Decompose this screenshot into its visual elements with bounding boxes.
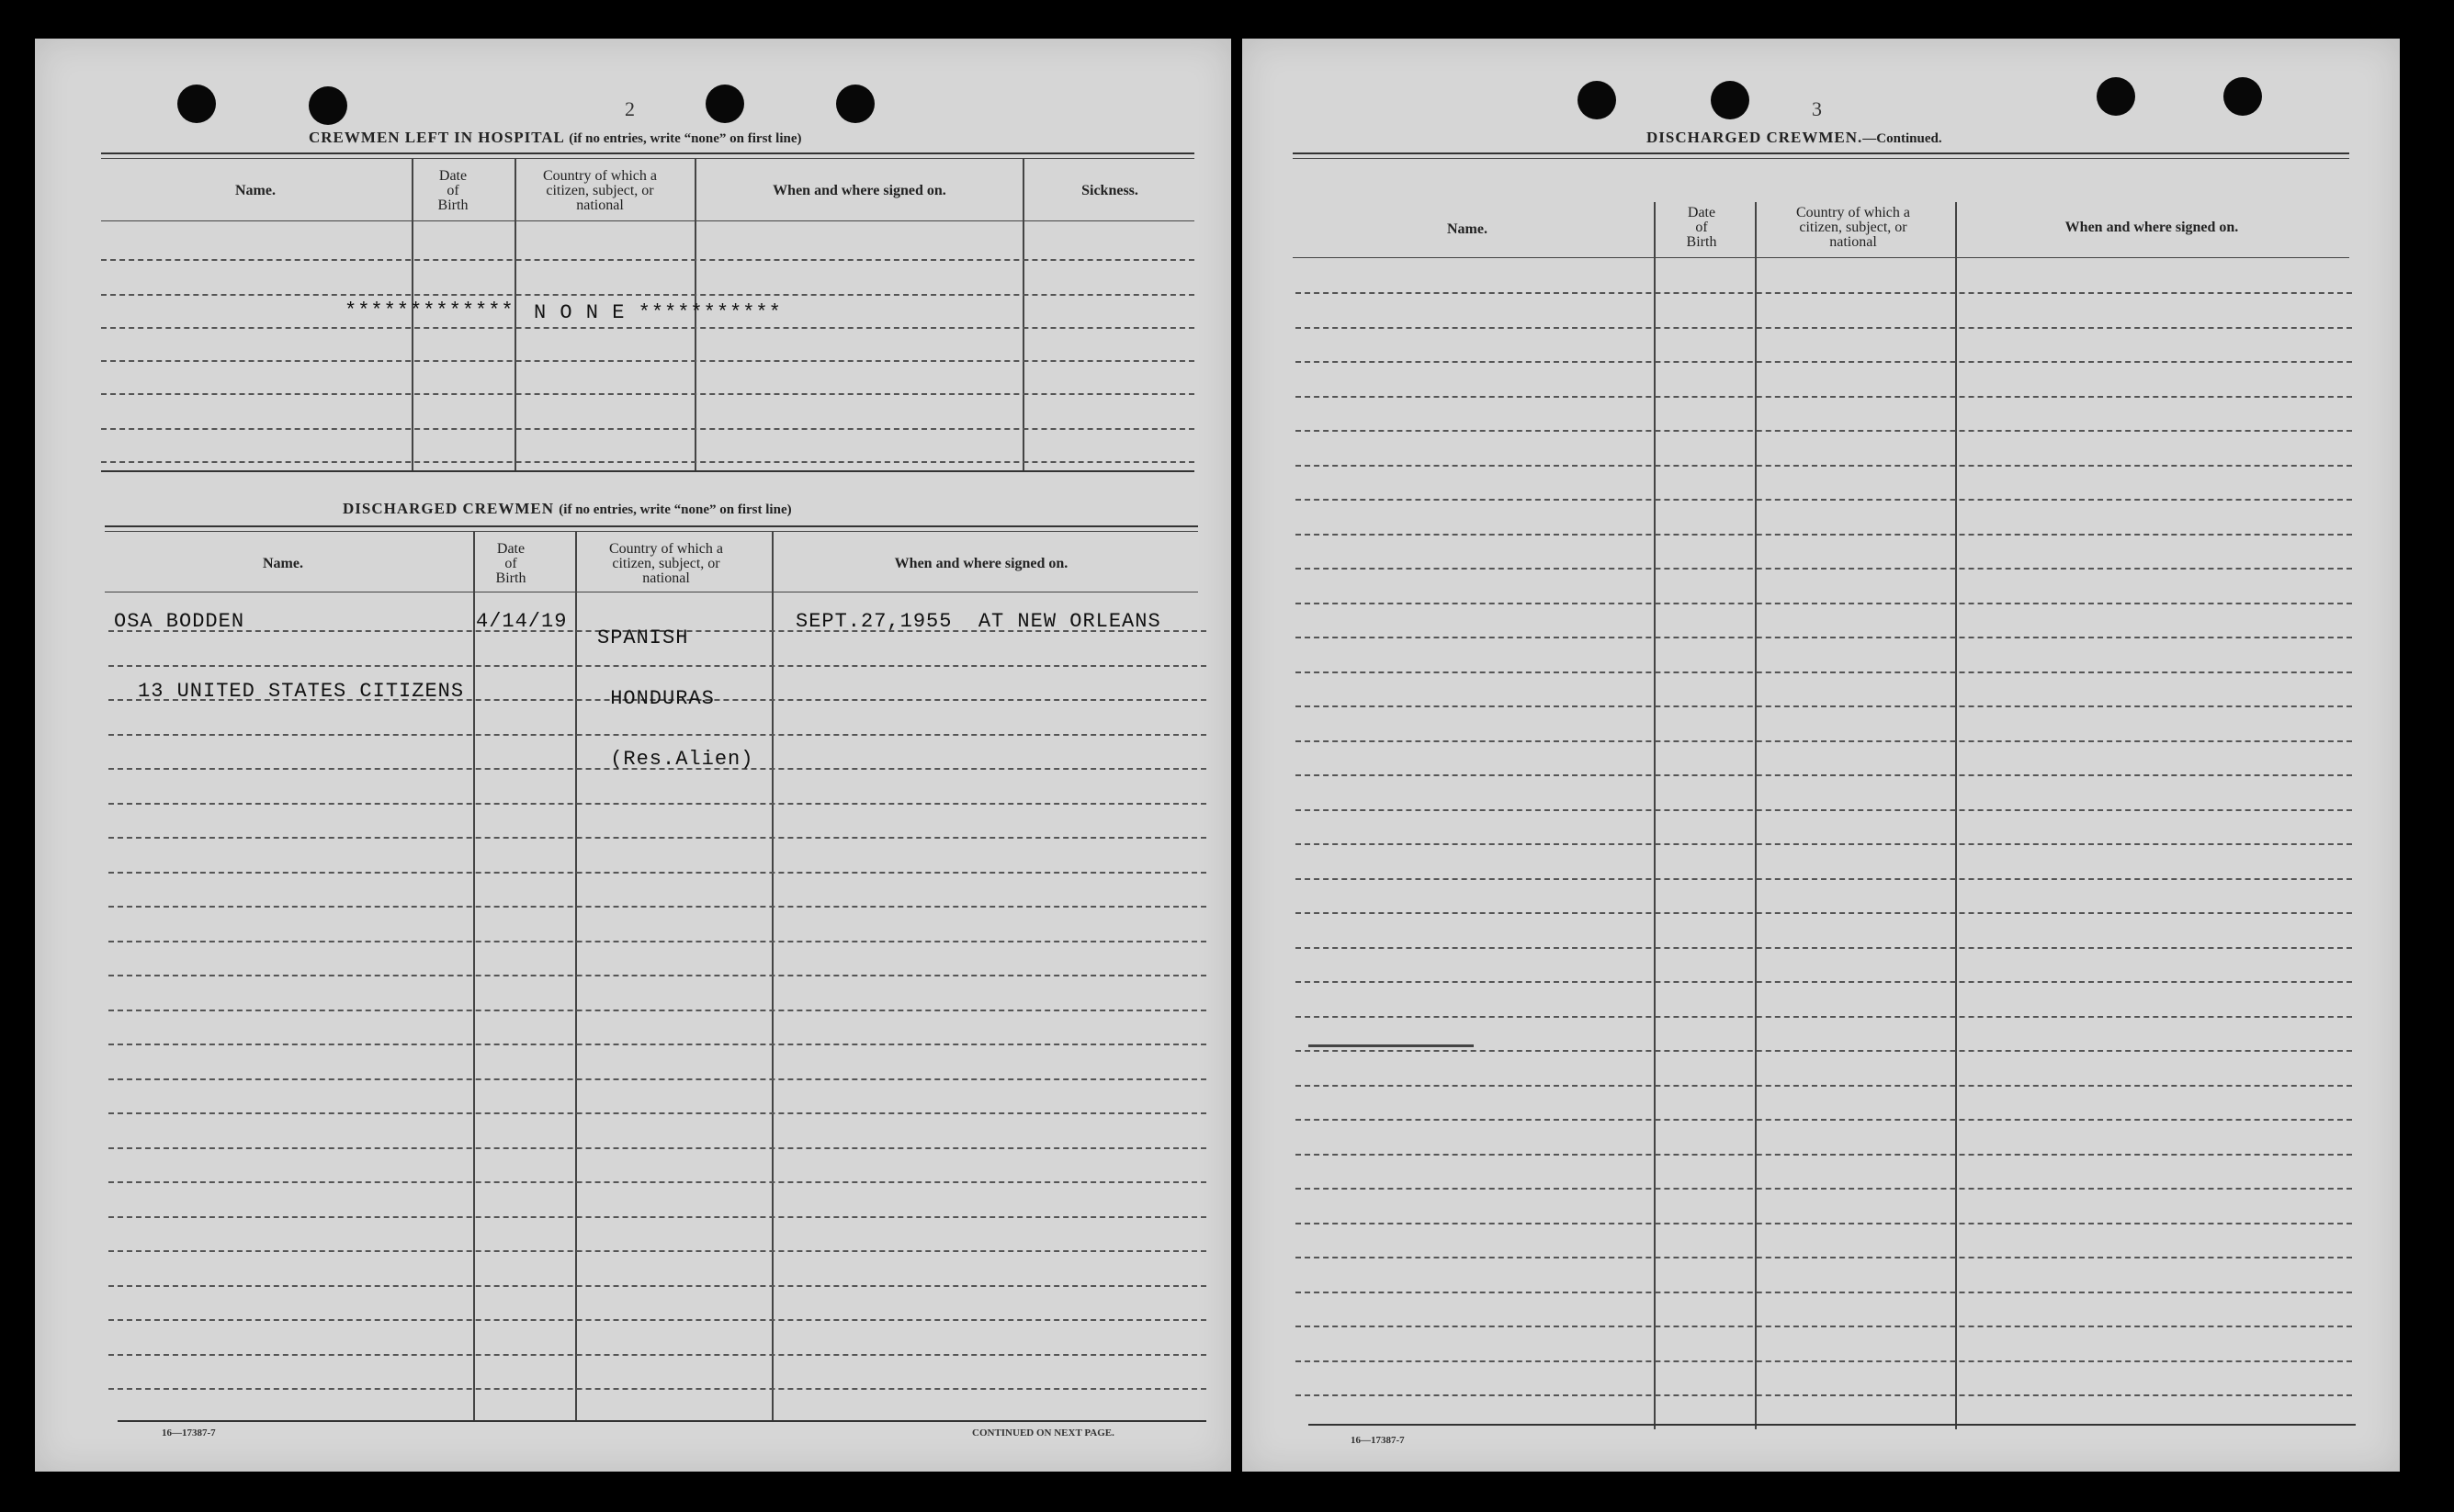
header-dob-line: Birth: [437, 197, 469, 213]
hospital-entry-stars: *************: [345, 299, 515, 322]
entry-line: [108, 837, 1206, 839]
header-signed: When and where signed on.: [894, 556, 1069, 571]
header-name: Name.: [263, 556, 303, 571]
page-number: 3: [1812, 97, 1822, 120]
entry-line: [108, 1147, 1206, 1149]
header-dob: [1656, 206, 1747, 250]
header-country: [570, 542, 763, 586]
entry-line: [101, 327, 1194, 329]
entry-line: [101, 294, 1194, 296]
header-dob-line: of: [1695, 220, 1708, 235]
header-dob: [407, 169, 499, 213]
country-line: HONDURAS: [597, 687, 715, 710]
entry-line: [101, 428, 1194, 430]
entry-line: [1295, 1085, 2352, 1087]
punch-hole: [1711, 81, 1749, 119]
rule: [101, 152, 1194, 154]
header-dob-line: Date: [438, 168, 468, 184]
header-dob: [465, 542, 557, 586]
entry-line: [1295, 1326, 2352, 1327]
entry-line: [108, 975, 1206, 976]
header-sickness: Sickness.: [1081, 183, 1138, 198]
column-divider: [1023, 158, 1024, 472]
rule: [1293, 152, 2349, 154]
rule: [1308, 1424, 2356, 1426]
header-dob-line: of: [447, 183, 459, 198]
country-line: (Res.Alien): [597, 748, 754, 771]
entry-line: [108, 1354, 1206, 1356]
entry-line: [1295, 947, 2352, 949]
rule: [101, 470, 1194, 472]
continued-note: CONTINUED ON NEXT PAGE.: [972, 1427, 1114, 1439]
punch-hole: [2097, 77, 2135, 116]
crewman-country: [597, 588, 753, 810]
rule: [118, 1420, 1206, 1422]
discharged-title-note: (if no entries, write “none” on first line): [559, 502, 792, 517]
header-country-line: citizen, subject, or: [546, 183, 654, 198]
crewman-signed-on: SEPT.27,1955 AT NEW ORLEANS: [796, 610, 1161, 633]
left-page: [35, 39, 1231, 1472]
header-country: [1757, 206, 1950, 250]
form-number: 16—17387-7: [1351, 1435, 1405, 1446]
entry-line: [101, 393, 1194, 395]
entry-line: [1295, 637, 2352, 638]
punch-hole: [2223, 77, 2262, 116]
entry-line: [108, 1388, 1206, 1390]
right-page: [1242, 39, 2400, 1472]
column-divider: [1654, 202, 1656, 1429]
header-dob-line: Birth: [1686, 234, 1717, 250]
citizens-summary: 13 UNITED STATES CITIZENS: [138, 680, 465, 703]
entry-line: [108, 1319, 1206, 1321]
entry-line: [108, 1112, 1206, 1114]
entry-line: [108, 1010, 1206, 1011]
punch-hole: [1578, 81, 1616, 119]
entry-line: [1295, 671, 2352, 673]
entry-line: [101, 259, 1194, 261]
entry-line: [1295, 1050, 2352, 1052]
entry-line: [1295, 912, 2352, 914]
header-country-line: national: [576, 197, 624, 213]
entry-line: [101, 360, 1194, 362]
header-dob-line: Date: [1687, 205, 1716, 220]
header-country-line: Country of which a: [543, 168, 657, 184]
entry-line: [1295, 1119, 2352, 1121]
rule: [101, 220, 1194, 221]
punch-hole: [177, 85, 216, 123]
rule: [101, 158, 1194, 159]
column-divider: [1755, 202, 1757, 1429]
entry-line: [1295, 430, 2352, 432]
hospital-entry-none: N O N E ***********: [534, 301, 782, 324]
header-country-line: Country of which a: [1796, 205, 1910, 220]
discharged-continued-title: [1646, 129, 1942, 147]
entry-line: [1295, 1394, 2352, 1396]
form-number: 16—17387-7: [162, 1427, 216, 1439]
discharged-title-text: DISCHARGED CREWMEN: [343, 500, 555, 517]
entry-line: [1295, 809, 2352, 811]
entry-line: [1295, 361, 2352, 363]
entry-line: [1295, 1223, 2352, 1224]
entry-line: [1295, 534, 2352, 536]
entry-line: [108, 1181, 1206, 1183]
header-name: Name.: [1447, 221, 1487, 237]
entry-line: [1295, 292, 2352, 294]
entry-line: [1295, 1154, 2352, 1156]
column-divider: [515, 158, 516, 472]
entry-line: [1295, 774, 2352, 776]
entry-line: [1295, 705, 2352, 707]
crewman-dob: 4/14/19: [476, 610, 568, 633]
entry-line: [108, 1250, 1206, 1252]
column-divider: [1955, 202, 1957, 1429]
hospital-title-note: (if no entries, write “none” on first line): [569, 131, 802, 146]
entry-line: [108, 906, 1206, 908]
header-country-line: citizen, subject, or: [1799, 220, 1907, 235]
hospital-section-title: [309, 129, 802, 147]
rule: [1293, 257, 2349, 258]
entry-line: [1295, 878, 2352, 880]
entry-line: [1295, 499, 2352, 501]
hospital-title-text: CREWMEN LEFT IN HOSPITAL: [309, 129, 564, 146]
title-suffix: —Continued.: [1862, 131, 1942, 146]
entry-line: [108, 941, 1206, 942]
punch-hole: [836, 85, 875, 123]
title-text: DISCHARGED CREWMEN.: [1646, 129, 1863, 146]
header-country: [508, 169, 692, 213]
header-dob-line: Birth: [495, 570, 526, 586]
header-signed: When and where signed on.: [2064, 220, 2239, 235]
entry-line: [108, 1285, 1206, 1287]
entry-line: [1295, 327, 2352, 329]
entry-line: [1295, 465, 2352, 467]
entry-line: [108, 1044, 1206, 1045]
header-name: Name.: [235, 183, 276, 198]
entry-line: [1295, 1016, 2352, 1018]
entry-line: [1295, 396, 2352, 398]
header-country-line: national: [642, 570, 690, 586]
header-country-line: Country of which a: [609, 541, 723, 557]
crewman-name: OSA BODDEN: [114, 610, 245, 633]
entry-line: [1295, 1292, 2352, 1293]
header-dob-line: Date: [496, 541, 526, 557]
header-signed: When and where signed on.: [773, 183, 946, 198]
rule: [1293, 158, 2349, 159]
pen-mark: [1308, 1044, 1474, 1047]
entry-line: [1295, 603, 2352, 604]
entry-line: [108, 1216, 1206, 1218]
country-line: SPANISH: [597, 626, 689, 649]
entry-line: [1295, 568, 2352, 570]
rule: [105, 525, 1198, 527]
entry-line: [1295, 1188, 2352, 1190]
entry-line: [101, 461, 1194, 463]
header-country-line: national: [1829, 234, 1877, 250]
entry-line: [108, 872, 1206, 874]
punch-hole: [706, 85, 744, 123]
header-country-line: citizen, subject, or: [612, 556, 720, 571]
discharged-section-title: [343, 500, 792, 518]
page-number: 2: [625, 97, 635, 120]
entry-line: [1295, 1360, 2352, 1362]
entry-line: [1295, 740, 2352, 742]
entry-line: [108, 1078, 1206, 1080]
entry-line: [1295, 843, 2352, 845]
punch-hole: [309, 86, 347, 125]
header-dob-line: of: [504, 556, 517, 571]
rule: [105, 531, 1198, 532]
entry-line: [1295, 1257, 2352, 1258]
entry-line: [1295, 981, 2352, 983]
